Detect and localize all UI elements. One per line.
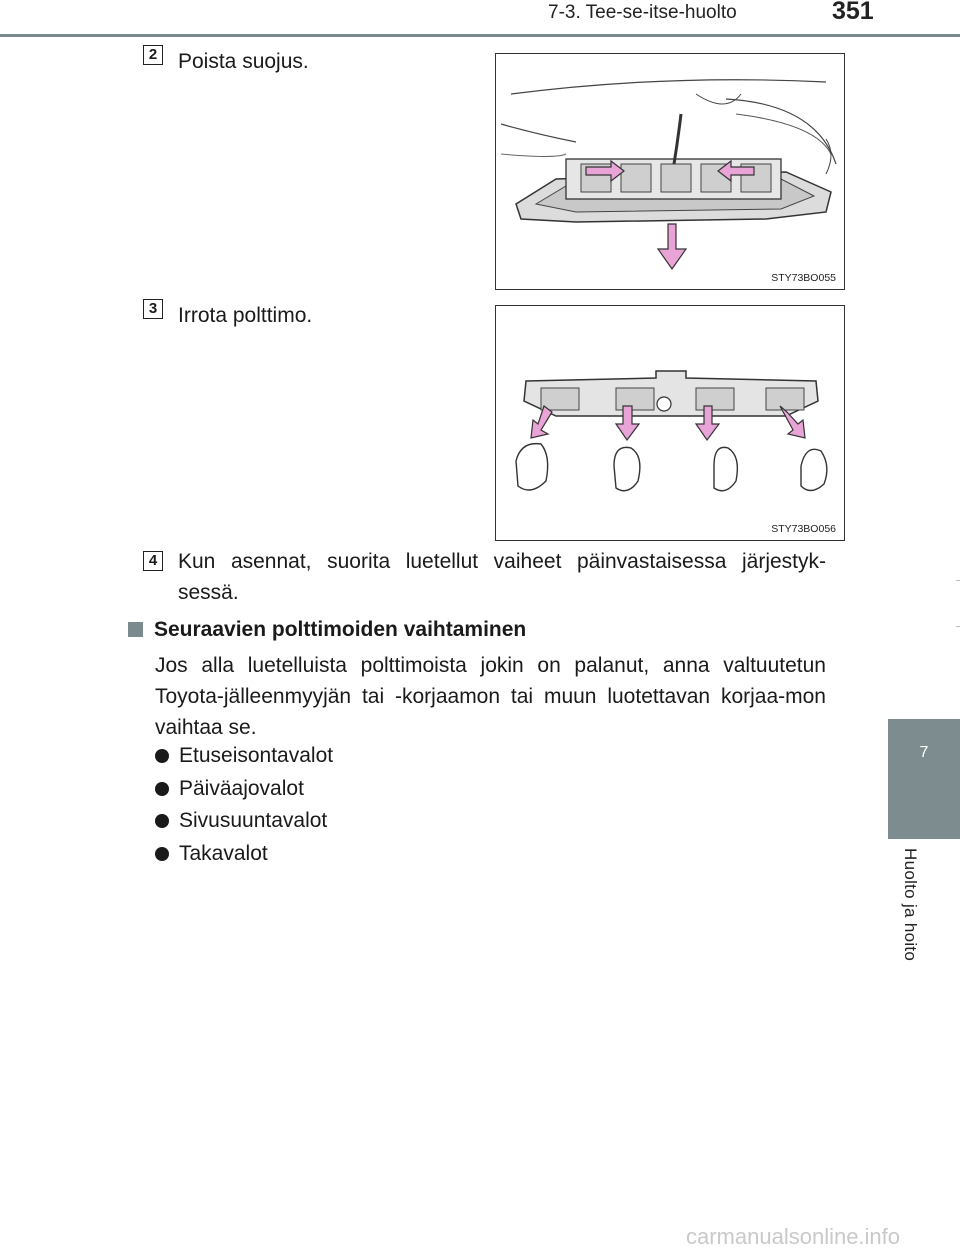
figure-remove-cover: [495, 53, 845, 290]
chapter-tab: [888, 719, 960, 839]
margin-tick: [956, 580, 960, 581]
margin-tick: [956, 626, 960, 627]
bullet-icon: [155, 847, 169, 861]
figure-code: STY73BO056: [771, 523, 836, 535]
bullet-icon: [155, 782, 169, 796]
watermark: carmanualsonline.info: [686, 1224, 901, 1249]
list-item-text: Sivusuuntavalot: [179, 809, 328, 832]
chapter-label: Huolto ja hoito: [901, 848, 920, 962]
section-title: 7-3. Tee-se-itse-huolto: [548, 2, 737, 23]
chapter-number: 7: [919, 744, 929, 761]
figure-remove-bulb: [495, 305, 845, 541]
list-item: [155, 805, 333, 838]
step-instruction: Poista suojus.: [178, 50, 309, 73]
cover-illustration: [496, 54, 843, 288]
bullet-icon: [155, 749, 169, 763]
step-number-badge: 3: [143, 299, 163, 319]
step-number-badge: 2: [143, 45, 163, 65]
section-paragraph: Jos alla luetelluista polttimoista jokin on palanut, anna valtuutetun Toyota-jälleenmyyjän tai -korjaamon tai muun luotettavan korjaa-mon vaihtaa se.: [155, 654, 826, 739]
step-instruction: Irrota polttimo.: [178, 304, 313, 327]
header-divider: [0, 34, 960, 37]
list-item: [155, 838, 333, 871]
list-item: [155, 740, 333, 773]
list-item-text: Etuseisontavalot: [179, 744, 334, 767]
step-number-badge: 4: [143, 551, 163, 571]
list-item-text: Takavalot: [179, 841, 268, 865]
list-item: [155, 773, 333, 806]
bulb-list: [155, 740, 333, 870]
section-heading: [128, 618, 526, 642]
section-heading-text: Seuraavien polttimoiden vaihtaminen: [154, 618, 527, 641]
heading-marker-icon: [128, 622, 143, 637]
list-item-text: Päiväajovalot: [179, 776, 304, 800]
bullet-icon: [155, 814, 169, 828]
step-instruction: Kun asennat, suorita luetellut vaiheet päinvastaisessa järjestyk-sessä.: [178, 550, 826, 604]
figure-code: STY73BO055: [771, 272, 836, 284]
page-number: 351: [832, 0, 874, 25]
bulb-illustration: [496, 306, 843, 539]
